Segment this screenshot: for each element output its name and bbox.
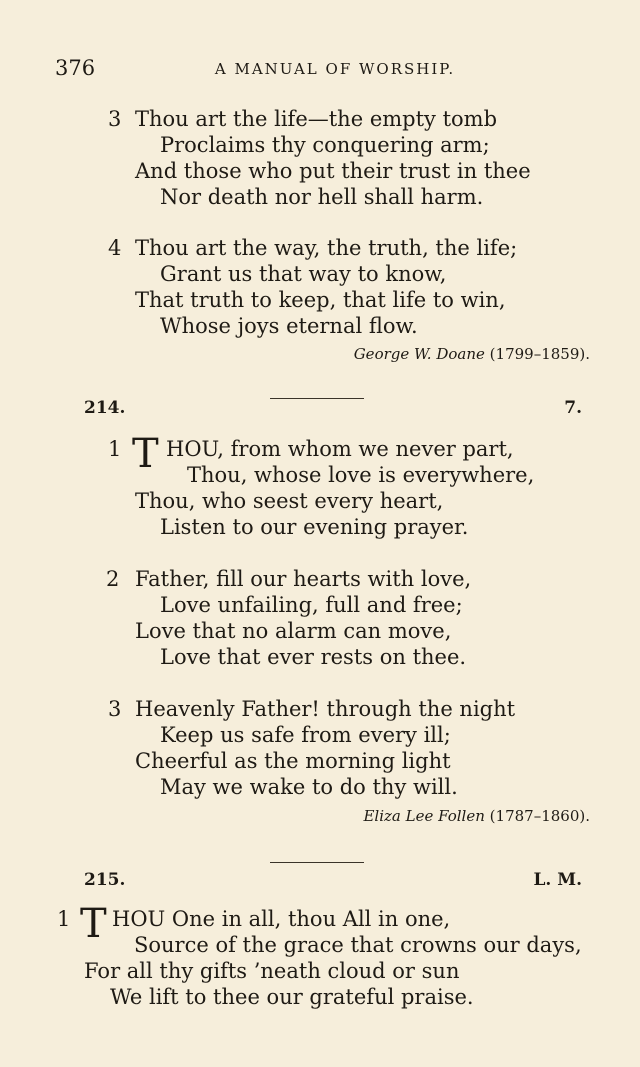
verse-number: 1 xyxy=(108,437,122,461)
verse-line: Grant us that way to know, xyxy=(160,262,447,286)
verse-line: Thou art the way, the truth, the life; xyxy=(135,236,518,260)
hymn-number: 214. xyxy=(84,398,126,418)
verse-line: Love that ever rests on thee. xyxy=(160,645,467,669)
verse-line: Listen to our evening prayer. xyxy=(160,515,469,539)
verse-line: Keep us safe from every ill; xyxy=(160,723,451,747)
verse-line: HOU, from whom we never part, xyxy=(166,437,514,461)
verse-number: 2 xyxy=(106,567,120,591)
verse-line: HOU One in all, thou All in one, xyxy=(112,907,451,931)
verse-line: Cheerful as the morning light xyxy=(135,749,451,773)
verse-number: 3 xyxy=(108,107,122,131)
verse-line: May we wake to do thy will. xyxy=(160,775,458,799)
running-title: A MANUAL OF WORSHIP. xyxy=(214,60,456,78)
verse-line: Thou art the life—the empty tomb xyxy=(135,107,498,131)
author-name: Eliza Lee Follen xyxy=(363,807,485,825)
verse-line: Heavenly Father! through the night xyxy=(135,697,516,721)
hymn-number: 215. xyxy=(84,870,126,890)
drop-cap: T xyxy=(132,431,159,477)
hymn-meter: 7. xyxy=(564,398,582,418)
section-divider xyxy=(270,398,364,399)
author-dates: (1787–1860). xyxy=(489,807,590,825)
verse-line: That truth to keep, that life to win, xyxy=(135,288,506,312)
section-divider xyxy=(270,862,364,863)
verse-number: 4 xyxy=(108,236,122,260)
verse-line: Nor death nor hell shall harm. xyxy=(160,185,484,209)
page-number: 376 xyxy=(55,56,96,80)
verse-line: And those who put their trust in thee xyxy=(135,159,531,183)
verse-line: Thou, who seest every heart, xyxy=(135,489,444,513)
verse-line: Whose joys eternal flow. xyxy=(160,314,418,338)
verse-number: 1 xyxy=(57,907,71,931)
verse-line: Father, fill our hearts with love, xyxy=(135,567,472,591)
hymn-attribution xyxy=(354,345,590,363)
verse-number: 3 xyxy=(108,697,122,721)
verse-line: Source of the grace that crowns our days, xyxy=(134,933,582,957)
author-dates: (1799–1859). xyxy=(489,345,590,363)
verse-line: Proclaims thy conquering arm; xyxy=(160,133,490,157)
author-name: George W. Doane xyxy=(353,345,485,363)
hymn-attribution xyxy=(363,807,590,825)
verse-line: For all thy gifts ’neath cloud or sun xyxy=(84,959,460,983)
verse-line: We lift to thee our grateful praise. xyxy=(110,985,474,1009)
hymn-meter: L. M. xyxy=(533,870,582,890)
drop-cap: T xyxy=(80,901,107,947)
verse-line: Thou, whose love is everywhere, xyxy=(187,463,535,487)
verse-line: Love unfailing, full and free; xyxy=(160,593,463,617)
verse-line: Love that no alarm can move, xyxy=(135,619,452,643)
